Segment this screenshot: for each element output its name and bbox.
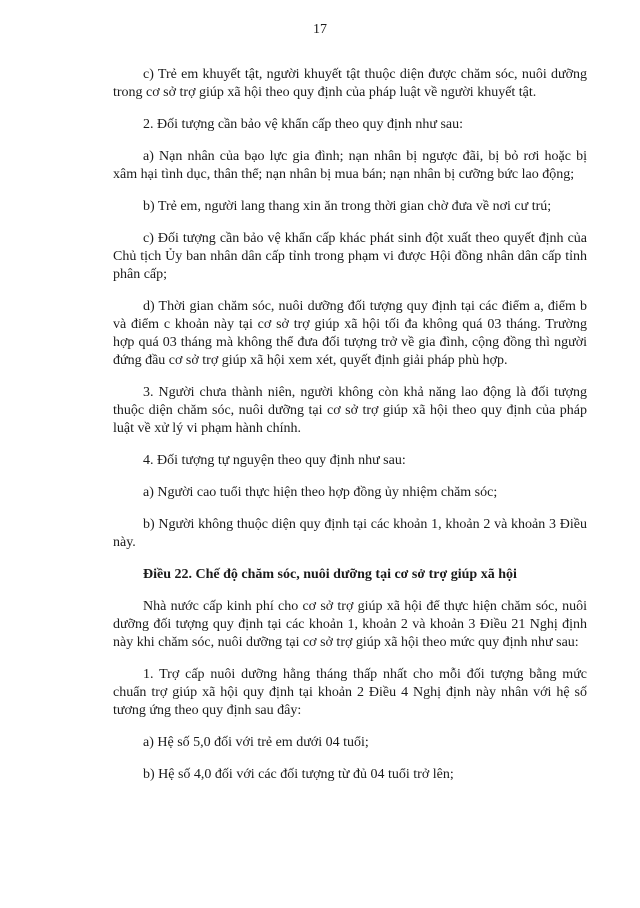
page-number: 17 [313, 22, 327, 37]
article-heading: Điều 22. Chế độ chăm sóc, nuôi dưỡng tại cơ sở trợ giúp xã hội [143, 567, 517, 582]
paragraph: d) Thời gian chăm sóc, nuôi dưỡng đối tượng quy định tại các điểm a, điểm b và điểm c khoản này tại cơ sở trợ giúp xã hội tối đa không quá 03 tháng. Trường hợp quá 03 tháng mà không thể đưa đối tượng trở về gia đình, cộng đồng thì người đứng đầu cơ sở trợ giúp xã hội xem xét, quyết định giải pháp phù hợp. [113, 299, 587, 368]
paragraph: c) Trẻ em khuyết tật, người khuyết tật thuộc diện được chăm sóc, nuôi dưỡng trong cơ sở trợ giúp xã hội theo quy định của pháp luật về người khuyết tật. [113, 67, 587, 100]
paragraph: a) Nạn nhân của bạo lực gia đình; nạn nhân bị ngược đãi, bị bỏ rơi hoặc bị xâm hại tình dục, thân thể; nạn nhân bị mua bán; nạn nhân bị cưỡng bức lao động; [113, 149, 587, 182]
paragraph: 3. Người chưa thành niên, người không còn khả năng lao động là đối tượng thuộc diện chăm sóc, nuôi dưỡng tại cơ sở trợ giúp xã hội theo quy định của pháp luật về xử lý vi phạm hành chính. [113, 385, 587, 436]
paragraph: 4. Đối tượng tự nguyện theo quy định như sau: [143, 453, 406, 468]
paragraph: Nhà nước cấp kinh phí cho cơ sở trợ giúp xã hội để thực hiện chăm sóc, nuôi dưỡng đối tượng quy định tại các khoản 1, khoản 2 và khoản 3 Điều 21 Nghị định này khi chăm sóc, nuôi dưỡng tại cơ sở trợ giúp xã hội theo mức quy định như sau: [113, 599, 587, 650]
paragraph: a) Hệ số 5,0 đối với trẻ em dưới 04 tuổi; [143, 735, 369, 750]
paragraph: 1. Trợ cấp nuôi dưỡng hằng tháng thấp nhất cho mỗi đối tượng bằng mức chuẩn trợ giúp xã hội quy định tại khoản 2 Điều 4 Nghị định này nhân với hệ số tương ứng theo quy định sau đây: [113, 667, 587, 718]
document-body [113, 66, 587, 798]
paragraph: b) Hệ số 4,0 đối với các đối tượng từ đủ 04 tuổi trở lên; [143, 767, 454, 782]
paragraph: a) Người cao tuổi thực hiện theo hợp đồng ủy nhiệm chăm sóc; [143, 485, 498, 500]
paragraph: 2. Đối tượng cần bảo vệ khẩn cấp theo quy định như sau: [143, 117, 464, 132]
paragraph: c) Đối tượng cần bảo vệ khẩn cấp khác phát sinh đột xuất theo quyết định của Chủ tịch Ủy ban nhân dân cấp tỉnh trong phạm vi được Hội đồng nhân dân cấp tỉnh phân cấp; [113, 231, 587, 282]
paragraph: b) Người không thuộc diện quy định tại các khoản 1, khoản 2 và khoản 3 Điều này. [113, 517, 587, 550]
paragraph: b) Trẻ em, người lang thang xin ăn trong thời gian chờ đưa về nơi cư trú; [143, 199, 552, 214]
